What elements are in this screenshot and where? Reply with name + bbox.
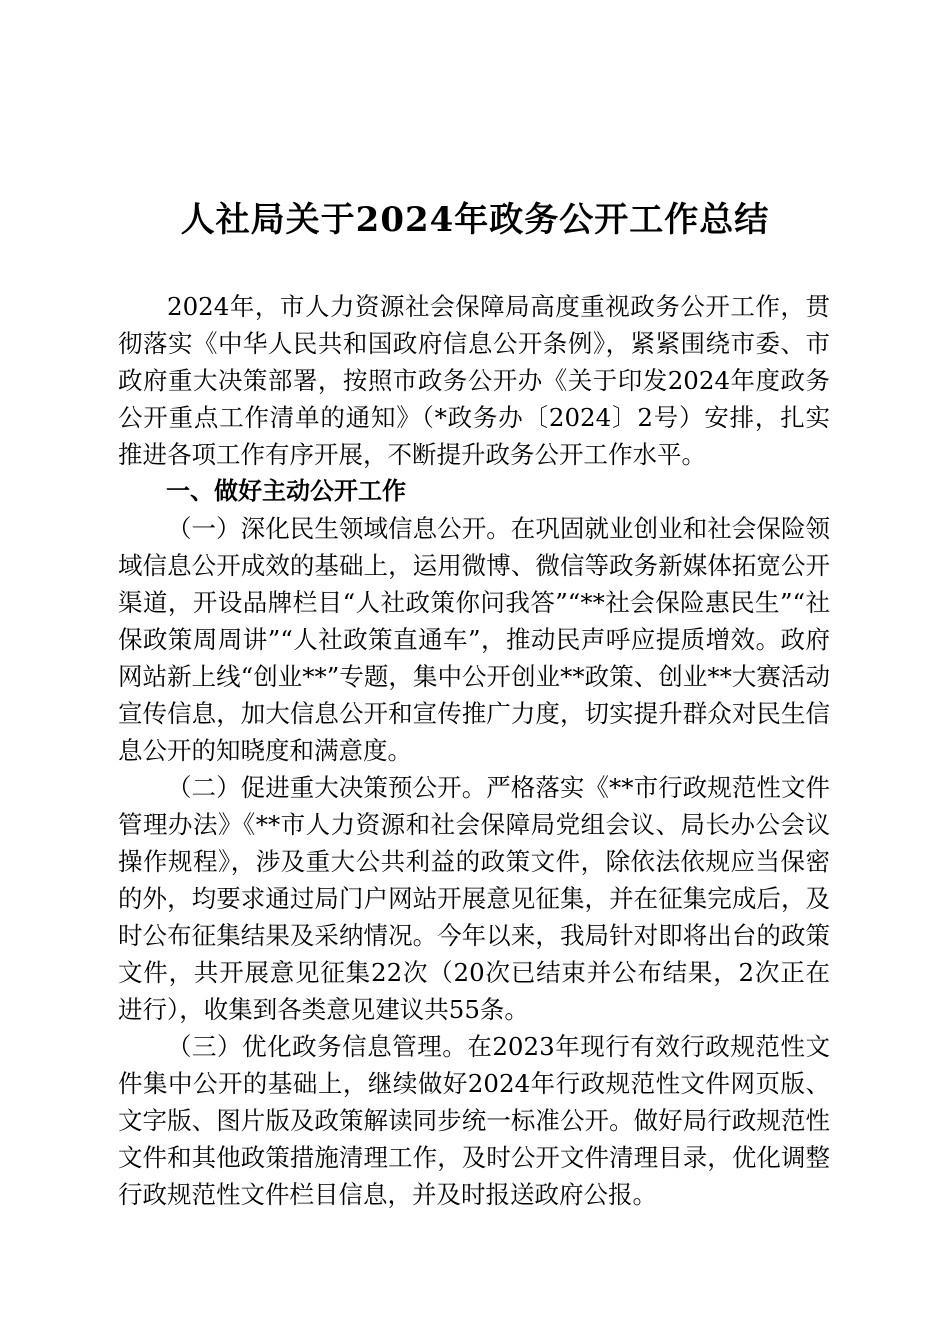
document-body: [118, 288, 830, 1213]
section-heading-1: 一、做好主动公开工作: [166, 477, 406, 505]
subsection-paragraph-2: （二）促进重大决策预公开。严格落实《**市行政规范性文件管理办法》《**市人力资源和社会保障局党组会议、局长办公会议操作规程》，涉及重大公共利益的政策文件，除依法依规应当保密的外，均要求通过局门户网站开展意见征集，并在征集完成后，及时公布征集结果及采纳情况。今年以来，我局针对即将出台的政策文件，共开展意见征集22次（20次已结束并公布结果，2次正在进行），收集到各类意见建议共55条。: [118, 773, 830, 1024]
intro-paragraph: 2024年，市人力资源社会保障局高度重视政务公开工作，贯彻落实《中华人民共和国政府信息公开条例》，紧紧围绕市委、市政府重大决策部署，按照市政务公开办《关于印发2024年度政务公开重点工作清单的通知》（*政务办〔2024〕2号）安排，扎实推进各项工作有序开展，不断提升政务公开工作水平。: [118, 292, 830, 469]
subsection-paragraph-1: （一）深化民生领域信息公开。在巩固就业创业和社会保险领域信息公开成效的基础上，运用微博、微信等政务新媒体拓宽公开渠道，开设品牌栏目“人社政策你问我答”“**社会保险惠民生”“社保政策周周讲”“人社政策直通车”，推动民声呼应提质增效。政府网站新上线“创业**”专题，集中公开创业**政策、创业**大赛活动宣传信息，加大信息公开和宣传推广力度，切实提升群众对民生信息公开的知晓度和满意度。: [118, 514, 830, 765]
document-title: 人社局关于2024年政务公开工作总结: [180, 200, 770, 240]
subsection-paragraph-3: （三）优化政务信息管理。在2023年现行有效行政规范性文件集中公开的基础上，继续做好2024年行政规范性文件网页版、文字版、图片版及政策解读同步统一标准公开。做好局行政规范性文件和其他政策措施清理工作，及时公开文件清理目录，优化调整行政规范性文件栏目信息，并及时报送政府公报。: [118, 1032, 830, 1209]
